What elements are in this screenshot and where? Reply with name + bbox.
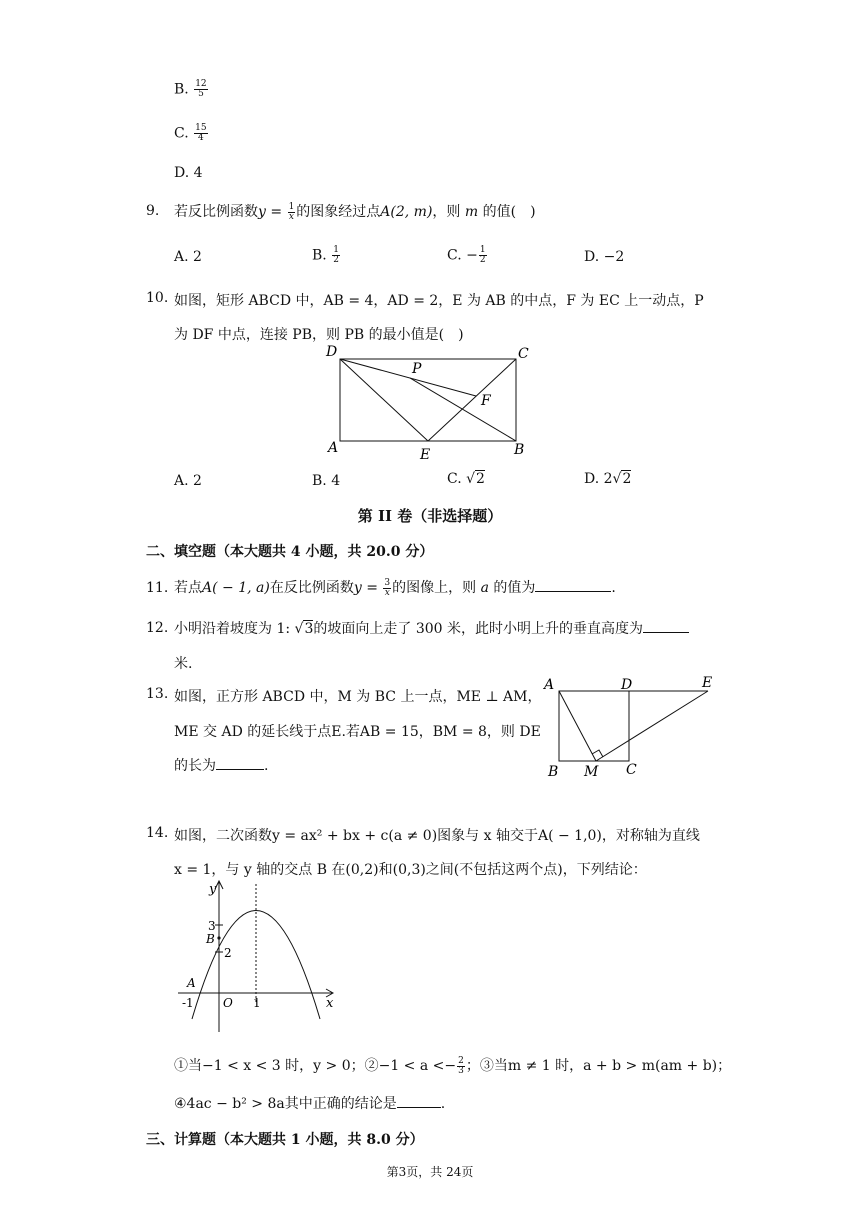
q10-number: 10. — [146, 290, 169, 306]
point-b — [217, 936, 220, 939]
label-o: O — [223, 996, 233, 1010]
math-y: y — [353, 580, 362, 596]
q9-option-a: A. 2 — [174, 249, 202, 265]
label-c: C — [518, 346, 529, 362]
radicand: 2 — [622, 471, 632, 487]
text: ④4ac − b² > 8a其中正确的结论是 — [174, 1096, 397, 1112]
text: 的长为 — [174, 758, 216, 774]
option-label: C. — [447, 471, 467, 487]
numerator: 2 — [458, 1055, 464, 1066]
q13-line3 — [174, 755, 268, 775]
q9-number: 9. — [146, 203, 160, 219]
text: . — [611, 580, 616, 596]
text: 的图象经过点 — [296, 204, 381, 220]
label-e: E — [702, 675, 713, 691]
denominator: 2 — [333, 255, 339, 265]
segment-am — [559, 691, 596, 761]
fraction — [332, 246, 340, 265]
text: 的图像上，则 — [392, 580, 477, 596]
q14-parabola-graph — [170, 874, 350, 1034]
q11-stem: 若点A( − 1, a)在反比例函数y = $\frac{3}{x}$ 的图像上，则 a 的值为 . — [174, 577, 616, 598]
page-footer: 第3页，共 24页 — [386, 1165, 474, 1179]
label-b: B — [548, 764, 559, 780]
label-f: F — [481, 393, 491, 409]
q12-line2: 米. — [174, 656, 193, 672]
radicand: 3 — [304, 621, 314, 637]
numerator: 12 — [195, 79, 207, 89]
section-3-heading: 三、计算题（本大题共 1 小题，共 8.0 分） — [146, 1132, 424, 1148]
q9-option-b — [312, 246, 341, 265]
fraction — [194, 124, 207, 143]
q10-line2: 为 DF 中点，连接 PB，则 PB 的最小值是( ) — [174, 327, 464, 343]
q10-rectangle-figure — [320, 342, 540, 462]
numerator: 1 — [479, 245, 486, 255]
label-p: P — [412, 361, 422, 377]
q10-option-b: B. 4 — [312, 473, 341, 489]
radicand: 2 — [476, 471, 485, 487]
numerator: 1 — [288, 201, 295, 212]
text: 的坡面向上走了 300 米，此时小明上升的垂直高度为 — [313, 621, 643, 637]
option-label: B. — [174, 81, 189, 98]
option-label: D. 2 — [584, 471, 613, 487]
text: 的值( ) — [482, 204, 536, 220]
fraction — [457, 1057, 465, 1076]
q9-stem: 若反比例函数y = $\frac{1}{x}$ 的图象经过点A(2, m)，则 m 的值( ) — [174, 201, 536, 222]
label-d: D — [326, 344, 338, 360]
text: ；③当m ≠ 1 时，a + b > m(am + b)； — [465, 1058, 732, 1074]
label-y: y — [209, 882, 217, 897]
text: 小明沿着坡度为 1: — [174, 621, 295, 637]
answer-blank[interactable] — [643, 620, 689, 633]
text: ，则 — [432, 204, 461, 220]
q14-number: 14. — [146, 825, 169, 841]
q9-option-c — [447, 246, 488, 265]
option-label: B. — [312, 247, 327, 264]
q10-option-d: D. 2√2 — [584, 471, 632, 487]
numerator: 15 — [195, 123, 207, 133]
text: . — [264, 758, 269, 774]
fraction — [288, 203, 296, 222]
label-neg1: -1 — [182, 996, 194, 1010]
q13-line2: ME 交 AD 的延长线于点E.若AB = 15，BM = 8，则 DE — [174, 724, 541, 740]
q13-line1: 如图，正方形 ABCD 中，M 为 BC 上一点，ME ⊥ AM， — [174, 689, 542, 705]
q10-line1: 如图，矩形 ABCD 中，AB = 4，AD = 2，E 为 AB 的中点，F 为 EC 上一动点，P — [174, 293, 704, 309]
square-abcd — [559, 691, 629, 761]
label-b: B — [514, 442, 525, 458]
text: 的值为 — [493, 580, 536, 596]
label-a: A — [544, 677, 555, 693]
text: 若反比例函数 — [174, 204, 258, 220]
segment-ec — [428, 359, 516, 441]
numerator: 3 — [384, 577, 391, 588]
label-a: A — [328, 440, 339, 456]
q11-number: 11. — [146, 580, 169, 596]
numerator: 1 — [333, 245, 339, 255]
fraction — [383, 579, 391, 598]
option-label: C. — [174, 125, 189, 142]
label-3: 3 — [208, 919, 216, 933]
denominator: 5 — [198, 89, 204, 99]
q8-option-b — [174, 80, 209, 99]
q13-square-figure — [540, 672, 720, 782]
variable: a — [480, 580, 489, 596]
label-e: E — [420, 447, 431, 462]
q14-line2: x = 1，与 y 轴的交点 B 在(0,2)和(0,3)之间(不包括这两个点)，下列结论： — [174, 862, 647, 878]
math-y: y — [258, 204, 266, 220]
segment-pb — [410, 378, 516, 441]
denominator: 4 — [197, 133, 204, 143]
q8-option-c — [174, 124, 209, 143]
segment-me — [596, 691, 708, 761]
text: . — [440, 1096, 446, 1112]
text: 在反比例函数 — [269, 580, 354, 596]
label-x: x — [326, 996, 334, 1011]
point: A( − 1, a) — [202, 580, 270, 596]
answer-blank[interactable] — [216, 757, 264, 770]
q10-option-c: C. √2 — [447, 471, 485, 487]
fraction — [194, 80, 207, 99]
section-2-heading: 二、填空题（本大题共 4 小题，共 20.0 分） — [146, 544, 434, 560]
denominator: x — [288, 211, 294, 222]
q14-conclusions-line1 — [174, 1055, 731, 1076]
q10-option-a: A. 2 — [174, 473, 202, 489]
text: ①当−1 < x < 3 时，y > 0；②−1 < a <− — [174, 1058, 457, 1074]
variable: m — [464, 204, 479, 220]
label-d: D — [621, 677, 633, 693]
q12-stem: 小明沿着坡度为 1: √3的坡面向上走了 300 米，此时小明上升的垂直高度为 — [174, 618, 689, 638]
q9-option-d: D. −2 — [584, 249, 625, 265]
q12-number: 12. — [146, 620, 169, 636]
denominator: 2 — [479, 255, 486, 265]
q13-number: 13. — [146, 686, 169, 702]
label-2: 2 — [224, 946, 232, 960]
section-title: 第 II 卷（非选择题） — [357, 507, 503, 525]
label-1: 1 — [253, 996, 261, 1010]
denominator: x — [384, 587, 390, 598]
label-a: A — [187, 976, 196, 990]
fraction — [479, 246, 487, 265]
label-c: C — [626, 762, 637, 778]
q14-conclusions-line2 — [174, 1093, 445, 1113]
text: 若点 — [174, 580, 202, 596]
label-b: B — [206, 932, 215, 946]
label-m: M — [584, 764, 599, 780]
q14-line1: 如图，二次函数y = ax² + bx + c(a ≠ 0)图象与 x 轴交于A( − 1,0)，对称轴为直线 — [174, 828, 700, 844]
option-label: C. − — [447, 247, 478, 264]
point: A(2, m) — [380, 204, 433, 220]
answer-blank[interactable] — [535, 579, 611, 592]
answer-blank[interactable] — [397, 1095, 441, 1108]
denominator: 3 — [458, 1065, 464, 1076]
q8-option-d: D. 4 — [174, 165, 203, 181]
